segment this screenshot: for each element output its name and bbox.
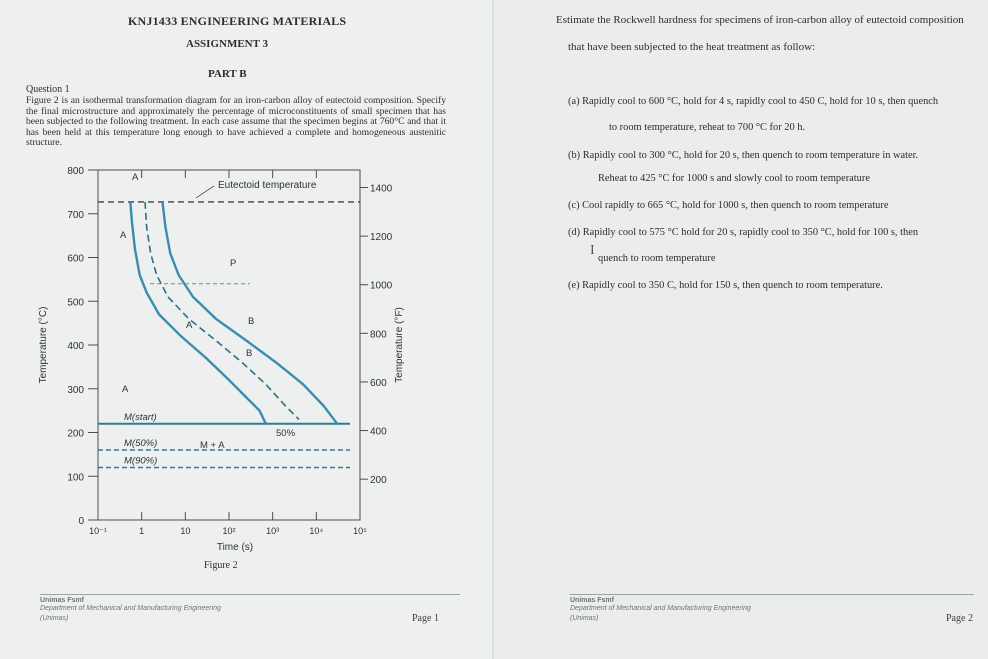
- chart-labels: [38, 172, 405, 553]
- y-tick-label-c: 400: [67, 341, 84, 352]
- x-tick-label: 10⁻¹: [89, 526, 107, 536]
- region-label: A: [122, 384, 129, 395]
- y-axis-title-c: Temperature (°C): [38, 306, 49, 384]
- region-label: M + A: [200, 440, 225, 451]
- question-text: Figure 2 is an isothermal transformation diagram for an iron-carbon alloy of eutectoid composition. Specify the final microstructure and approximately the percentage of microconstituents of small specimen that has been subjected to the following treatment. In each case assume that the specimen begins at 760°C and that it has been held at this temperature long enough to have achieved a complete and homogeneous austenitic structure.: [26, 95, 446, 149]
- martensite-label: M(start): [124, 411, 157, 423]
- footer-department: Department of Mechanical and Manufacturing Engineering: [40, 605, 221, 612]
- y-tick-label-f: 400: [370, 426, 387, 438]
- ttt-diagram: [0, 158, 494, 558]
- y-tick-label-f: 1000: [370, 280, 393, 292]
- martensite-label: M(90%): [124, 455, 158, 467]
- treatment-a: (a) Rapidly cool to 600 °C, hold for 4 s, rapidly cool to 450 C, hold for 10 s, then quench: [568, 96, 939, 107]
- treatment-b: (b) Rapidly cool to 300 °C, hold for 20 s, then quench to room temperature in water.: [568, 150, 919, 161]
- region-label: B: [246, 348, 253, 359]
- region-label: P: [230, 258, 237, 269]
- eutectoid-label: Eutectoid temperature: [218, 179, 317, 191]
- x-tick-label: 10⁴: [309, 526, 324, 536]
- x-tick-label: 10³: [266, 526, 280, 536]
- footer-rule: [40, 594, 460, 595]
- treatment-a-cont: to room temperature, reheat to 700 °C for 20 h.: [609, 122, 806, 133]
- x-tick-label: 10⁵: [353, 526, 367, 536]
- y-tick-label-c: 500: [67, 297, 84, 309]
- footer-department: Department of Mechanical and Manufacturing Engineering: [570, 605, 751, 612]
- x-tick-label: 10: [180, 526, 191, 536]
- chart-lines: [98, 202, 360, 468]
- x-tick-label: 10²: [222, 526, 236, 536]
- region-label: 50%: [276, 428, 296, 439]
- assignment-title: ASSIGNMENT 3: [186, 38, 269, 50]
- x-axis-title: Time (s): [216, 542, 254, 553]
- y-tick-label-c: 300: [67, 384, 84, 396]
- y-tick-label-c: 100: [67, 472, 84, 484]
- footer-abbreviation: (Unimas): [40, 615, 69, 622]
- region-label: B: [248, 316, 255, 327]
- treatment-b-cont: Reheat to 425 °C for 1000 s and slowly cool to room temperature: [598, 173, 870, 184]
- right-page: [494, 0, 988, 659]
- eutectoid-leader: [196, 186, 214, 198]
- chart-curves: [130, 202, 337, 424]
- treatment-c: (c) Cool rapidly to 665 °C, hold for 1000 s, then quench to room temperature: [568, 200, 889, 211]
- y-tick-label-c: 800: [67, 166, 84, 177]
- footer-org: Unimas Fsmf: [570, 597, 614, 604]
- curve-end: [163, 202, 338, 424]
- curve-start: [130, 202, 266, 424]
- course-title: KNJ1433 ENGINEERING MATERIALS: [128, 14, 347, 28]
- chart-ticks: [67, 166, 392, 536]
- question-label: Question 1: [26, 84, 70, 95]
- martensite-label: M(50%): [124, 438, 158, 449]
- region-label: A: [132, 172, 139, 183]
- treatment-e: (e) Rapidly cool to 350 C, hold for 150 s, then quench to room temperature.: [568, 280, 883, 291]
- y-tick-label-f: 800: [370, 329, 387, 341]
- figure-caption: Figure 2: [204, 560, 238, 571]
- page-number: Page 1: [412, 613, 439, 624]
- y-tick-label-c: 700: [67, 209, 84, 221]
- curve-50-completion: [145, 202, 299, 420]
- y-axis-title-f: Temperature (°F): [394, 307, 405, 383]
- y-tick-label-f: 200: [370, 475, 387, 487]
- intro-line-1: Estimate the Rockwell hardness for specimens of iron-carbon alloy of eutectoid composition: [556, 14, 964, 26]
- intro-line-2: that have been subjected to the heat treatment as follow:: [568, 41, 816, 53]
- footer-rule: [570, 594, 974, 595]
- treatment-d: (d) Rapidly cool to 575 °C hold for 20 s, rapidly cool to 350 °C, hold for 100 s, then: [568, 227, 919, 238]
- part-title: PART B: [208, 68, 247, 80]
- text-cursor-icon: I: [590, 243, 595, 258]
- y-tick-label-f: 600: [370, 377, 387, 389]
- y-tick-label-f: 1200: [370, 232, 393, 244]
- footer-org: Unimas Fsmf: [40, 597, 84, 604]
- x-tick-label: 1: [139, 526, 145, 536]
- region-label: A: [120, 230, 127, 241]
- page-number: Page 2: [946, 613, 973, 624]
- y-tick-label-c: 0: [78, 516, 84, 527]
- treatment-d-cont: quench to room temperature: [598, 253, 716, 264]
- footer-abbreviation: (Unimas): [570, 615, 599, 622]
- y-tick-label-c: 200: [67, 428, 84, 440]
- y-tick-label-f: 1400: [370, 183, 393, 195]
- region-label: A: [186, 320, 193, 331]
- y-tick-label-c: 600: [67, 253, 84, 265]
